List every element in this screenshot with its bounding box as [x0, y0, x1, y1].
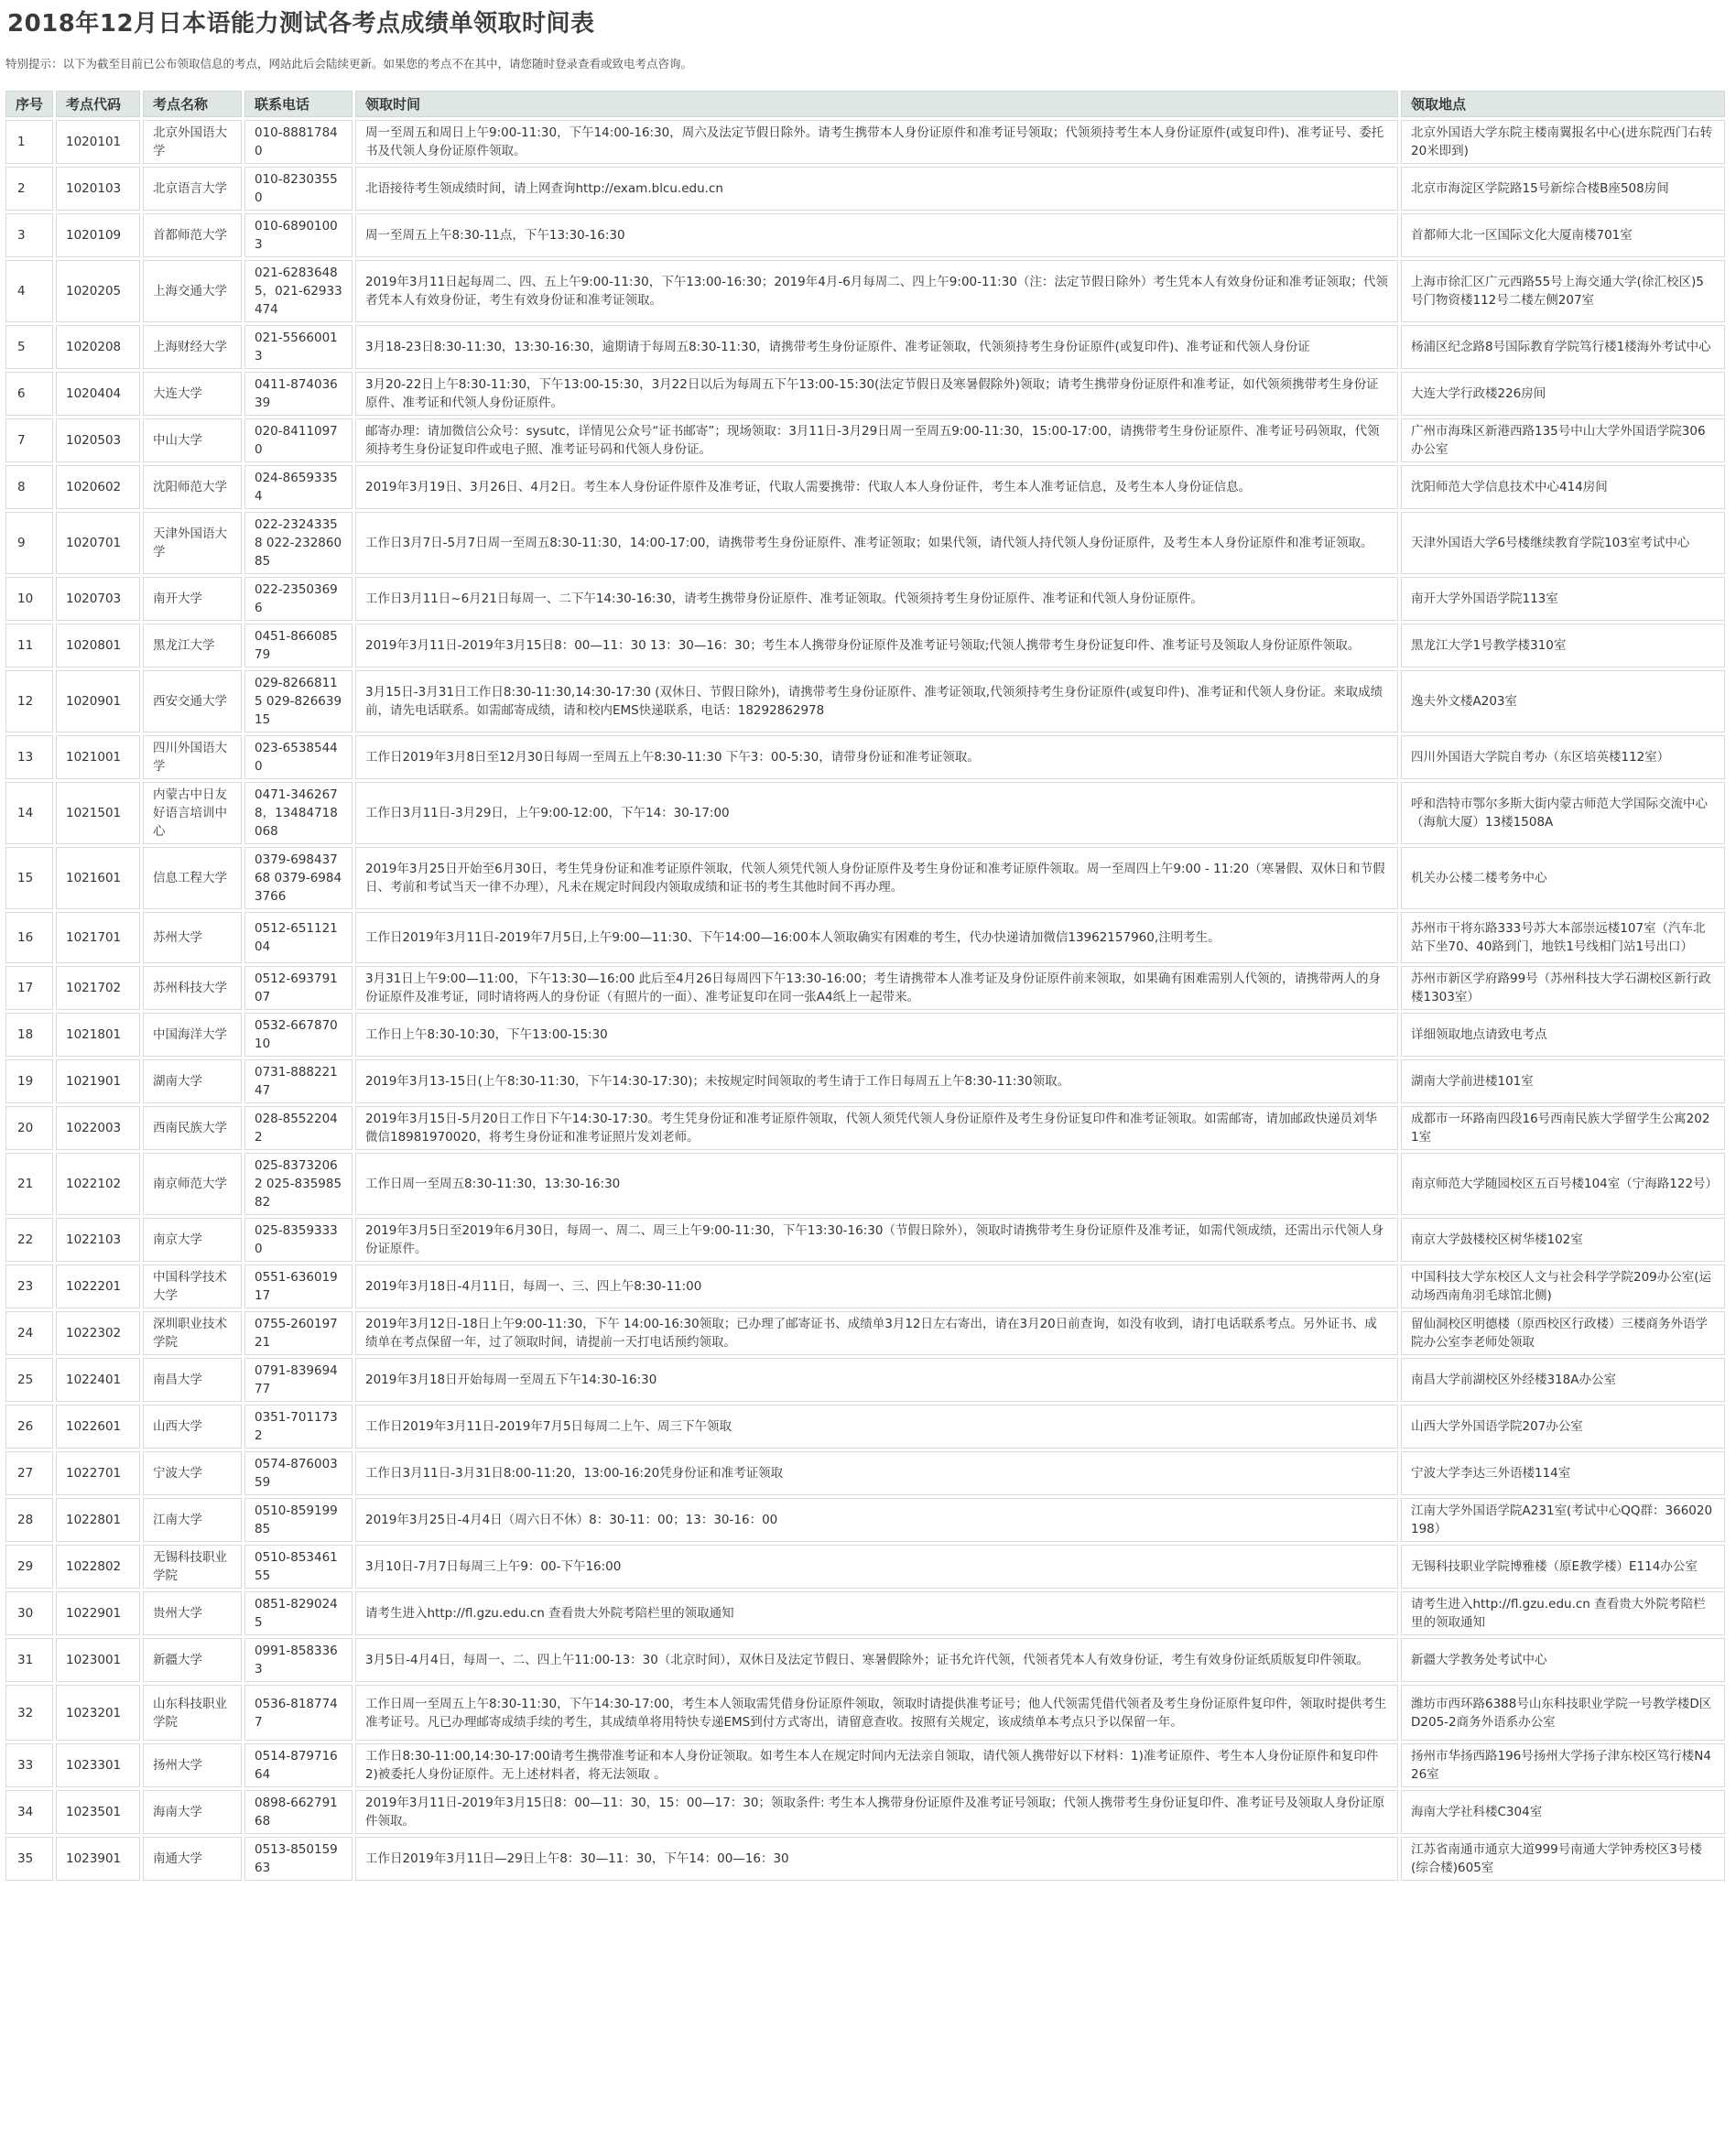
- cell-location: 海南大学社科楼C304室: [1401, 1790, 1725, 1834]
- cell-code: 1021601: [56, 847, 140, 909]
- cell-phone: 0471-3462678，13484718068: [244, 782, 353, 844]
- cell-phone: 0851-8290245: [244, 1591, 353, 1635]
- cell-name: 无锡科技职业学院: [143, 1545, 242, 1589]
- cell-phone: 0551-63601917: [244, 1264, 353, 1308]
- cell-phone: 010-82303550: [244, 167, 353, 211]
- header-name: 考点名称: [143, 91, 242, 117]
- cell-index: 17: [5, 966, 53, 1010]
- cell-name: 四川外国语大学: [143, 735, 242, 779]
- cell-time: 工作日上午8:30-10:30，下午13:00-15:30: [355, 1013, 1398, 1057]
- cell-code: 1022901: [56, 1591, 140, 1635]
- table-row: [5, 1545, 1725, 1589]
- cell-location: 南昌大学前湖校区外经楼318A办公室: [1401, 1358, 1725, 1402]
- cell-name: 苏州科技大学: [143, 966, 242, 1010]
- cell-time: 请考生进入http://fl.gzu.edu.cn 查看贵大外院考陪栏里的领取通知: [355, 1591, 1398, 1635]
- cell-code: 1022201: [56, 1264, 140, 1308]
- cell-location: 南京大学鼓楼校区树华楼102室: [1401, 1218, 1725, 1262]
- cell-code: 1023201: [56, 1685, 140, 1741]
- cell-code: 1022601: [56, 1405, 140, 1449]
- cell-name: 南昌大学: [143, 1358, 242, 1402]
- cell-index: 23: [5, 1264, 53, 1308]
- cell-location: 山西大学外国语学院207办公室: [1401, 1405, 1725, 1449]
- cell-location: 呼和浩特市鄂尔多斯大街内蒙古师范大学国际交流中心（海航大厦）13楼1508A: [1401, 782, 1725, 844]
- cell-code: 1022302: [56, 1311, 140, 1355]
- cell-time: 2019年3月11日-2019年3月15日8：00—11：30 13：30—16：30；考生本人携带身份证原件及准考证号领取;代领人携带考生身份证复印件、准考证号及领取人身份证原件领取。: [355, 624, 1398, 667]
- cell-phone: 021-62836485，021-62933474: [244, 260, 353, 322]
- cell-code: 1021702: [56, 966, 140, 1010]
- cell-phone: 010-68901003: [244, 213, 353, 257]
- cell-index: 8: [5, 465, 53, 509]
- cell-code: 1020103: [56, 167, 140, 211]
- cell-name: 沈阳师范大学: [143, 465, 242, 509]
- cell-location: 潍坊市西环路6388号山东科技职业学院一号教学楼D区D205-2商务外语系办公室: [1401, 1685, 1725, 1741]
- cell-index: 4: [5, 260, 53, 322]
- cell-name: 上海财经大学: [143, 325, 242, 369]
- cell-index: 1: [5, 120, 53, 164]
- cell-phone: 0379-69843768 0379-69843766: [244, 847, 353, 909]
- cell-phone: 0512-65112104: [244, 912, 353, 963]
- cell-location: 广州市海珠区新港西路135号中山大学外国语学院306办公室: [1401, 418, 1725, 462]
- cell-phone: 0514-87971664: [244, 1743, 353, 1787]
- cell-location: 天津外国语大学6号楼继续教育学院103室考试中心: [1401, 512, 1725, 574]
- cell-location: 南京师范大学随园校区五百号楼104室（宁海路122号）: [1401, 1153, 1725, 1215]
- cell-phone: 022-23243358 022-23286085: [244, 512, 353, 574]
- cell-time: 工作日周一至周五上午8:30-11:30，下午14:30-17:00，考生本人领取需凭借身份证原件领取，领取时请提供准考证号；他人代领需凭借代领者及考生身份证原件复印件，领取时提供考生准考证号。凡已办理邮寄成绩手续的考生，其成绩单将用特快专递EMS到付方式寄出，请留意查收。按照有关规定，该成绩单本考点只予以保留一年。: [355, 1685, 1398, 1741]
- cell-name: 南开大学: [143, 577, 242, 621]
- cell-name: 北京语言大学: [143, 167, 242, 211]
- cell-name: 南京师范大学: [143, 1153, 242, 1215]
- cell-index: 18: [5, 1013, 53, 1057]
- table-row: [5, 1358, 1725, 1402]
- cell-code: 1022401: [56, 1358, 140, 1402]
- cell-time: 北语接待考生领成绩时间，请上网查询http://exam.blcu.edu.cn: [355, 167, 1398, 211]
- cell-phone: 0451-86608579: [244, 624, 353, 667]
- cell-location: 宁波大学李达三外语楼114室: [1401, 1451, 1725, 1495]
- table-row: [5, 1106, 1725, 1150]
- cell-time: 工作日8:30-11:00,14:30-17:00请考生携带准考证和本人身份证领取。如考生本人在规定时间内无法亲自领取，请代领人携带好以下材料：1)准考证原件、考生本人身份证原件和复印件 2)被委托人身份证原件。无上述材料者，将无法领取 。: [355, 1743, 1398, 1787]
- table-row: [5, 120, 1725, 164]
- cell-name: 湖南大学: [143, 1059, 242, 1103]
- cell-phone: 0532-66787010: [244, 1013, 353, 1057]
- cell-time: 工作日周一至周五8:30-11:30，13:30-16:30: [355, 1153, 1398, 1215]
- cell-phone: 023-65385440: [244, 735, 353, 779]
- page-title: 2018年12月日本语能力测试各考点成绩单领取时间表: [7, 10, 595, 38]
- cell-code: 1022003: [56, 1106, 140, 1150]
- cell-time: 工作日3月11日-3月31日8:00-11:20，13:00-16:20凭身份证和准考证领取: [355, 1451, 1398, 1495]
- cell-name: 大连大学: [143, 372, 242, 416]
- cell-phone: 0898-66279168: [244, 1790, 353, 1834]
- table-row: [5, 624, 1725, 667]
- cell-index: 28: [5, 1498, 53, 1542]
- cell-code: 1022103: [56, 1218, 140, 1262]
- header-location: 领取地点: [1401, 91, 1725, 117]
- cell-name: 海南大学: [143, 1790, 242, 1834]
- cell-phone: 0574-87600359: [244, 1451, 353, 1495]
- cell-location: 四川外国语大学院自考办（东区培英楼112室）: [1401, 735, 1725, 779]
- cell-time: 工作日2019年3月11日—29日上午8：30—11：30，下午14：00—16：30: [355, 1837, 1398, 1881]
- cell-time: 2019年3月13-15日(上午8:30-11:30，下午14:30-17:30)；未按规定时间领取的考生请于工作日每周五上午8:30-11:30领取。: [355, 1059, 1398, 1103]
- cell-name: 首都师范大学: [143, 213, 242, 257]
- cell-index: 3: [5, 213, 53, 257]
- table-row: [5, 1591, 1725, 1635]
- cell-code: 1022802: [56, 1545, 140, 1589]
- cell-phone: 0791-83969477: [244, 1358, 353, 1402]
- cell-location: 苏州市干将东路333号苏大本部崇远楼107室（汽车北站下坐70、40路到门，地铁1号线相门站1号出口）: [1401, 912, 1725, 963]
- table-row: [5, 1264, 1725, 1308]
- cell-name: 上海交通大学: [143, 260, 242, 322]
- table-row: [5, 465, 1725, 509]
- cell-phone: 028-85522042: [244, 1106, 353, 1150]
- cell-code: 1022701: [56, 1451, 140, 1495]
- cell-index: 15: [5, 847, 53, 909]
- cell-index: 10: [5, 577, 53, 621]
- table-row: [5, 512, 1725, 574]
- header-code: 考点代码: [56, 91, 140, 117]
- cell-phone: 0351-7011732: [244, 1405, 353, 1449]
- cell-index: 14: [5, 782, 53, 844]
- cell-phone: 010-88817840: [244, 120, 353, 164]
- table-row: [5, 167, 1725, 211]
- table-row: [5, 325, 1725, 369]
- table-row: [5, 1218, 1725, 1262]
- cell-location: 详细领取地点请致电考点: [1401, 1013, 1725, 1057]
- cell-location: 江南大学外国语学院A231室(考试中心QQ群：366020198）: [1401, 1498, 1725, 1542]
- cell-phone: 029-82668115 029-82663915: [244, 670, 353, 733]
- table-row: [5, 782, 1725, 844]
- cell-code: 1021801: [56, 1013, 140, 1057]
- table-row: [5, 1837, 1725, 1881]
- cell-code: 1020205: [56, 260, 140, 322]
- cell-location: 江苏省南通市通京大道999号南通大学钟秀校区3号楼(综合楼)605室: [1401, 1837, 1725, 1881]
- cell-phone: 021-55660013: [244, 325, 353, 369]
- cell-code: 1022801: [56, 1498, 140, 1542]
- cell-time: 2019年3月25日-4月4日（周六日不休）8：30-11：00；13：30-16：00: [355, 1498, 1398, 1542]
- table-body: [5, 120, 1725, 1881]
- table-row: [5, 1059, 1725, 1103]
- cell-index: 25: [5, 1358, 53, 1402]
- cell-index: 33: [5, 1743, 53, 1787]
- table-row: [5, 577, 1725, 621]
- cell-name: 南京大学: [143, 1218, 242, 1262]
- cell-code: 1021701: [56, 912, 140, 963]
- cell-location: 首都师大北一区国际文化大厦南楼701室: [1401, 213, 1725, 257]
- cell-code: 1020703: [56, 577, 140, 621]
- cell-phone: 025-83593330: [244, 1218, 353, 1262]
- cell-index: 19: [5, 1059, 53, 1103]
- cell-time: 工作日3月11日~6月21日每周一、二下午14:30-16:30，请考生携带身份证原件、准考证领取。代领须持考生身份证原件、准考证和代领人身份证原件。: [355, 577, 1398, 621]
- cell-index: 22: [5, 1218, 53, 1262]
- table-row: [5, 1451, 1725, 1495]
- schedule-table: [3, 88, 1728, 1883]
- cell-index: 26: [5, 1405, 53, 1449]
- cell-time: 周一至周五和周日上午9:00-11:30，下午14:00-16:30，周六及法定节假日除外。请考生携带本人身份证原件和准考证号领取；代领须持考生本人身份证原件(或复印件)、准考证号、委托书及代领人身份证原件领取。: [355, 120, 1398, 164]
- cell-name: 信息工程大学: [143, 847, 242, 909]
- table-row: [5, 966, 1725, 1010]
- table-row: [5, 418, 1725, 462]
- cell-time: 2019年3月18日开始每周一至周五下午14:30-16:30: [355, 1358, 1398, 1402]
- cell-index: 12: [5, 670, 53, 733]
- cell-index: 32: [5, 1685, 53, 1741]
- cell-time: 3月18-23日8:30-11:30，13:30-16:30，逾期请于每周五8:30-11:30，请携带考生身份证原件、准考证领取，代领须持考生身份证原件(或复印件)、准考证和代领人身份证: [355, 325, 1398, 369]
- cell-time: 2019年3月15日-5月20日工作日下午14:30-17:30。考生凭身份证和准考证原件领取，代领人须凭代领人身份证原件及考生身份证复印件和准考证领取。如需邮寄，请加邮政快递员刘华微信18981970020，将考生身份证和准考证照片发刘老师。: [355, 1106, 1398, 1150]
- header-index: 序号: [5, 91, 53, 117]
- table-row: [5, 1405, 1725, 1449]
- cell-index: 6: [5, 372, 53, 416]
- cell-name: 黑龙江大学: [143, 624, 242, 667]
- cell-time: 2019年3月19日、3月26日、4月2日。考生本人身份证件原件及准考证，代取人需要携带：代取人本人身份证件，考生本人准考证信息，及考生本人身份证信息。: [355, 465, 1398, 509]
- header-phone: 联系电话: [244, 91, 353, 117]
- cell-time: 周一至周五上午8:30-11点，下午13:30-16:30: [355, 213, 1398, 257]
- cell-phone: 024-86593354: [244, 465, 353, 509]
- cell-name: 贵州大学: [143, 1591, 242, 1635]
- cell-time: 工作日2019年3月8日至12月30日每周一至周五上午8:30-11:30 下午3：00-5:30，请带身份证和准考证领取。: [355, 735, 1398, 779]
- table-row: [5, 1013, 1725, 1057]
- cell-name: 苏州大学: [143, 912, 242, 963]
- notice-text: 特别提示：以下为截至目前已公布领取信息的考点，网站此后会陆续更新。如果您的考点不在其中，请您随时登录查看或致电考点咨询。: [5, 57, 693, 71]
- cell-phone: 020-84110970: [244, 418, 353, 462]
- table-row: [5, 1743, 1725, 1787]
- cell-location: 留仙洞校区明德楼（原西校区行政楼）三楼商务外语学院办公室李老师处领取: [1401, 1311, 1725, 1355]
- cell-location: 新疆大学教务处考试中心: [1401, 1638, 1725, 1682]
- cell-name: 宁波大学: [143, 1451, 242, 1495]
- cell-location: 南开大学外国语学院113室: [1401, 577, 1725, 621]
- cell-phone: 0731-88822147: [244, 1059, 353, 1103]
- cell-location: 沈阳师范大学信息技术中心414房间: [1401, 465, 1725, 509]
- cell-location: 成都市一环路南四段16号西南民族大学留学生公寓2021室: [1401, 1106, 1725, 1150]
- cell-name: 中国海洋大学: [143, 1013, 242, 1057]
- cell-name: 江南大学: [143, 1498, 242, 1542]
- table-row: [5, 670, 1725, 733]
- cell-name: 新疆大学: [143, 1638, 242, 1682]
- cell-code: 1020101: [56, 120, 140, 164]
- cell-code: 1023001: [56, 1638, 140, 1682]
- cell-code: 1020602: [56, 465, 140, 509]
- table-row: [5, 1311, 1725, 1355]
- cell-phone: 0512-69379107: [244, 966, 353, 1010]
- cell-index: 20: [5, 1106, 53, 1150]
- cell-location: 北京外国语大学东院主楼南翼报名中心(进东院西门右转20米即到): [1401, 120, 1725, 164]
- cell-time: 2019年3月25日开始至6月30日，考生凭身份证和准考证原件领取，代领人须凭代领人身份证原件及考生身份证和准考证原件领取。周一至周四上午9:00 - 11:20（寒暑假、双休日和节假日、考前和考试当天一律不办理），凡未在规定时间段内领取成绩和证书的考生其他时间不再办理。: [355, 847, 1398, 909]
- cell-name: 中国科学技术大学: [143, 1264, 242, 1308]
- cell-name: 西南民族大学: [143, 1106, 242, 1150]
- table-row: [5, 847, 1725, 909]
- cell-time: 工作日3月11日-3月29日，上午9:00-12:00，下午14：30-17:00: [355, 782, 1398, 844]
- table-row: [5, 1685, 1725, 1741]
- cell-name: 天津外国语大学: [143, 512, 242, 574]
- cell-code: 1020503: [56, 418, 140, 462]
- table-row: [5, 735, 1725, 779]
- table-row: [5, 260, 1725, 322]
- table-row: [5, 1638, 1725, 1682]
- cell-name: 西安交通大学: [143, 670, 242, 733]
- cell-index: 2: [5, 167, 53, 211]
- cell-code: 1023501: [56, 1790, 140, 1834]
- cell-index: 29: [5, 1545, 53, 1589]
- cell-code: 1023901: [56, 1837, 140, 1881]
- cell-phone: 0510-85346155: [244, 1545, 353, 1589]
- cell-name: 中山大学: [143, 418, 242, 462]
- cell-code: 1020109: [56, 213, 140, 257]
- cell-index: 21: [5, 1153, 53, 1215]
- cell-time: 3月15日-3月31日工作日8:30-11:30,14:30-17:30 (双休日、节假日除外)，请携带考生身份证原件、准考证领取,代领须持考生身份证原件(或复印件)、准考证和代领人身份证。来取成绩前，请先电话联系。如需邮寄成绩，请和校内EMS快递联系，电话：18292862978: [355, 670, 1398, 733]
- cell-name: 深圳职业技术学院: [143, 1311, 242, 1355]
- cell-phone: 0513-85015963: [244, 1837, 353, 1881]
- cell-index: 30: [5, 1591, 53, 1635]
- cell-index: 31: [5, 1638, 53, 1682]
- table-row: [5, 1498, 1725, 1542]
- cell-location: 逸夫外文楼A203室: [1401, 670, 1725, 733]
- cell-phone: 0991-8583363: [244, 1638, 353, 1682]
- cell-phone: 0755-26019721: [244, 1311, 353, 1355]
- cell-time: 工作日2019年3月11日-2019年7月5日,上午9:00—11:30、下午14:00—16:00本人领取确实有困难的考生，代办快递请加微信13962157960,注明考生。: [355, 912, 1398, 963]
- cell-index: 24: [5, 1311, 53, 1355]
- cell-location: 中国科技大学东校区人文与社会科学学院209办公室(运动场西南角羽毛球馆北侧): [1401, 1264, 1725, 1308]
- cell-time: 工作日3月7日-5月7日周一至周五8:30-11:30，14:00-17:00，请携带考生身份证原件、准考证领取；如果代领，请代领人持代领人身份证原件，及考生本人身份证原件和准考证领取。: [355, 512, 1398, 574]
- cell-location: 湖南大学前进楼101室: [1401, 1059, 1725, 1103]
- cell-time: 2019年3月5日至2019年6月30日，每周一、周二、周三上午9:00-11:30，下午13:30-16:30（节假日除外），领取时请携带考生身份证原件及准考证，如需代领成绩，还需出示代领人身份证原件。: [355, 1218, 1398, 1262]
- cell-location: 大连大学行政楼226房间: [1401, 372, 1725, 416]
- cell-name: 山西大学: [143, 1405, 242, 1449]
- cell-name: 内蒙古中日友好语言培训中心: [143, 782, 242, 844]
- cell-index: 34: [5, 1790, 53, 1834]
- table-row: [5, 1790, 1725, 1834]
- cell-location: 黑龙江大学1号教学楼310室: [1401, 624, 1725, 667]
- cell-code: 1022102: [56, 1153, 140, 1215]
- cell-index: 35: [5, 1837, 53, 1881]
- cell-time: 3月5日-4月4日，每周一、二、四上午11:00-13：30（北京时间），双休日及法定节假日、寒暑假除外；证书允许代领，代领者凭本人有效身份证，考生有效身份证纸质版复印件领取。: [355, 1638, 1398, 1682]
- cell-code: 1020701: [56, 512, 140, 574]
- cell-time: 3月10日-7月7日每周三上午9：00-下午16:00: [355, 1545, 1398, 1589]
- cell-phone: 0510-85919985: [244, 1498, 353, 1542]
- cell-location: 苏州市新区学府路99号（苏州科技大学石湖校区新行政楼1303室）: [1401, 966, 1725, 1010]
- cell-index: 13: [5, 735, 53, 779]
- cell-time: 2019年3月12日-18日上午9:00-11:30，下午 14:00-16:30领取；已办理了邮寄证书、成绩单3月12日左右寄出，请在3月20日前查询，如没有收到，请打电话联系考点。另外证书、成绩单在考点保留一年，过了领取时间，请提前一天打电话预约领取。: [355, 1311, 1398, 1355]
- cell-time: 3月31日上午9:00—11:00，下午13:30—16:00 此后至4月26日每周四下午13:30-16:00；考生请携带本人准考证及身份证原件前来领取，如果确有困难需别人代领的，请携带两人的身份证原件及准考证，同时请将两人的身份证（有照片的一面）、准考证复印在同一张A4纸上一起带来。: [355, 966, 1398, 1010]
- cell-location: 请考生进入http://fl.gzu.edu.cn 查看贵大外院考陪栏里的领取通知: [1401, 1591, 1725, 1635]
- cell-location: 机关办公楼二楼考务中心: [1401, 847, 1725, 909]
- table-row: [5, 912, 1725, 963]
- cell-index: 9: [5, 512, 53, 574]
- cell-phone: 022-23503696: [244, 577, 353, 621]
- cell-code: 1021001: [56, 735, 140, 779]
- cell-time: 3月20-22日上午8:30-11:30，下午13:00-15:30，3月22日以后为每周五下午13:00-15:30(法定节假日及寒暑假除外)领取；请考生携带身份证原件和准考证，如代领须携带考生身份证原件、准考证和代领人身份证原件。: [355, 372, 1398, 416]
- cell-location: 无锡科技职业学院博雅楼（原E教学楼）E114办公室: [1401, 1545, 1725, 1589]
- cell-name: 山东科技职业学院: [143, 1685, 242, 1741]
- cell-code: 1020901: [56, 670, 140, 733]
- header-time: 领取时间: [355, 91, 1398, 117]
- table-header-row: [5, 91, 1725, 117]
- cell-time: 邮寄办理：请加微信公众号：sysutc，详情见公众号“证书邮寄”；现场领取：3月11日-3月29日周一至周五9:00-11:30，15:00-17:00，请携带考生身份证原件、准考证号码领取，代领须持考生身份证复印件或电子照、准考证号码和代领人身份证。: [355, 418, 1398, 462]
- cell-name: 扬州大学: [143, 1743, 242, 1787]
- cell-code: 1023301: [56, 1743, 140, 1787]
- cell-code: 1020208: [56, 325, 140, 369]
- cell-code: 1021901: [56, 1059, 140, 1103]
- cell-index: 7: [5, 418, 53, 462]
- table-row: [5, 372, 1725, 416]
- cell-time: 2019年3月11日-2019年3月15日8：00—11：30，15：00—17：30；领取条件: 考生本人携带身份证原件及准考证号领取；代领人携带考生身份证复印件、准考证号及领取人身份证原件领取。: [355, 1790, 1398, 1834]
- cell-time: 工作日2019年3月11日-2019年7月5日每周二上午、周三下午领取: [355, 1405, 1398, 1449]
- cell-index: 16: [5, 912, 53, 963]
- cell-name: 北京外国语大学: [143, 120, 242, 164]
- cell-code: 1021501: [56, 782, 140, 844]
- cell-name: 南通大学: [143, 1837, 242, 1881]
- cell-location: 扬州市华扬西路196号扬州大学扬子津东校区笃行楼N426室: [1401, 1743, 1725, 1787]
- cell-index: 5: [5, 325, 53, 369]
- cell-location: 上海市徐汇区广元西路55号上海交通大学(徐汇校区)5号门物资楼112号二楼左侧207室: [1401, 260, 1725, 322]
- cell-phone: 0536-8187747: [244, 1685, 353, 1741]
- cell-phone: 0411-87403639: [244, 372, 353, 416]
- cell-time: 2019年3月11日起每周二、四、五上午9:00-11:30，下午13:00-16:30；2019年4月-6月每周二、四上午9:00-11:30（注：法定节假日除外）考生凭本人有效身份证和准考证领取；代领者凭本人有效身份证，考生有效身份证和准考证领取。: [355, 260, 1398, 322]
- table-row: [5, 213, 1725, 257]
- cell-code: 1020801: [56, 624, 140, 667]
- cell-location: 杨浦区纪念路8号国际教育学院笃行楼1楼海外考试中心: [1401, 325, 1725, 369]
- cell-code: 1020404: [56, 372, 140, 416]
- cell-phone: 025-83732062 025-83598582: [244, 1153, 353, 1215]
- table-row: [5, 1153, 1725, 1215]
- cell-location: 北京市海淀区学院路15号新综合楼B座508房间: [1401, 167, 1725, 211]
- cell-index: 27: [5, 1451, 53, 1495]
- cell-time: 2019年3月18日-4月11日，每周一、三、四上午8:30-11:00: [355, 1264, 1398, 1308]
- cell-index: 11: [5, 624, 53, 667]
